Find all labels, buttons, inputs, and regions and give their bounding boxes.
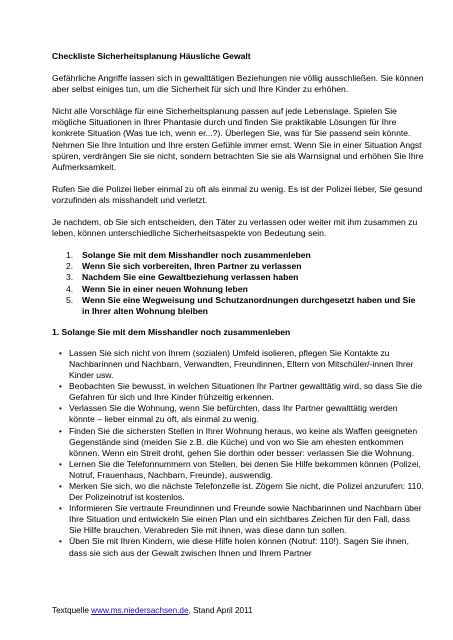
document-body <box>52 51 424 559</box>
footer-suffix: , Stand April 2011 <box>188 606 253 615</box>
numbered-list <box>52 250 424 317</box>
intro-paragraph-1: Gefährliche Angriffe lassen sich in gewalttätigen Beziehungen nie völlig ausschließen. Sie können aber selbst einiges tun, um die Sicherheit für sich und Ihre Kinder zu erhöhen. <box>52 73 424 95</box>
source-link[interactable]: www.ms.niedersachsen.de <box>91 606 189 615</box>
bullet-item: • Üben Sie mit Ihren Kindern, wie diese Hilfe holen können (Notruf: 110!). Sagen Sie ihnen, dass sie sich aus der Gewalt zwischen Ihnen und Ihrem Partner <box>52 536 424 558</box>
section-title: 1. Solange Sie mit dem Misshandler noch zusammenleben <box>52 326 291 337</box>
footer <box>52 606 253 615</box>
bullet-item: • Verlassen Sie die Wohnung, wenn Sie befürchten, dass Ihr Partner gewalttätig werden könnte – lieber einmal zu oft, als einmal zu wenig. <box>52 403 424 425</box>
bullet-item: • Lassen Sie sich nicht von Ihrem (sozialen) Umfeld isolieren, pflegen Sie Kontakte zu Nachbarinnen und Nachbarn, Verwandten, Freundinnen, Eltern von Mitschüler/-innen Ihrer Kinder usw. <box>52 348 424 381</box>
intro-paragraph-4: Je nachdem, ob Sie sich entscheiden, den Täter zu verlassen oder weiter mit ihm zusammen zu leben, können unterschiedliche Sicherheitsaspekte von Bedeutung sein. <box>52 217 418 239</box>
numbered-list-item: 3. Nachdem Sie eine Gewaltbeziehung verlassen haben <box>66 272 299 283</box>
bullet-list <box>52 348 424 559</box>
bullet-item: • Lernen Sie die Telefonnummern von Stellen, bei denen Sie Hilfe bekommen können (Polizei, Notruf, Frauenhaus, Nachbarn, Freunde), auswendig. <box>52 459 424 481</box>
intro-paragraph-3: Rufen Sie die Polizei lieber einmal zu oft als einmal zu wenig. Es ist der Polizei lieber, Sie gesund vorzufinden als misshandelt und verletzt. <box>52 183 423 205</box>
numbered-list-item: 5. Wenn Sie eine Wegweisung und Schutzanordnungen durchgesetzt haben und Sie in Ihrer alten Wohnung bleiben <box>66 294 416 316</box>
bullet-item: • Finden Sie die sichersten Stellen in Ihrer Wohnung heraus, wo keine als Waffen geeigneten Gegenstände sind (meiden Sie z.B. die Küche) und von wo Sie am ehesten entkommen können. Wenn ein Streit droht, gehen Sie dorthin oder besser: verlassen Sie die Wohnung. <box>52 426 424 459</box>
intro-paragraph-2: Nicht alle Vorschläge für eine Sicherheitsplanung passen auf jede Lebenslage. Spielen Sie mögliche Situationen in Ihrer Phantasie durch und finden Sie praktikable Lösungen für Ihre konkrete Situation (Was tue ich, wenn er...?). Überlegen Sie, was für Sie passend sein könnte. Nehmen Sie Ihre Intuition und Ihre ersten Gefühle immer ernst. Wenn Sie in einer Situation Angst spüren, verdrängen Sie sie nicht, sondern betrachten Sie sie als Warnsignal und erhöhen Sie Ihre Aufmerksamkeit. <box>52 106 424 172</box>
bullet-item: • Informieren Sie vertraute Freundinnen und Freunde sowie Nachbarinnen und Nachbarn über Ihre Situation und entwickeln Sie einen Plan und ein sichtbares Zeichen für den Fall, dass Sie Hilfe brauchen. Verabreden Sie mit ihnen, was diese dann tun sollen. <box>52 503 424 536</box>
bullet-item: • Merken Sie sich, wo die nächste Telefonzelle ist. Zögern Sie nicht, die Polizei anzurufen: 110. Der Polizeinotruf ist kostenlos. <box>52 481 424 503</box>
numbered-list-item: 4. Wenn Sie in einer neuen Wohnung leben <box>66 283 248 294</box>
footer-prefix: Textquelle <box>52 606 92 615</box>
numbered-list-item: 1. Solange Sie mit dem Misshandler noch zusammenleben <box>66 250 311 261</box>
document-title: Checkliste Sicherheitsplanung Häusliche Gewalt <box>52 51 251 61</box>
bullet-item: • Beobachten Sie bewusst, in welchen Situationen Ihr Partner gewalttätig wird, so dass Sie die Gefahren für sich und Ihre Kinder frühzeitig erkennen. <box>52 381 424 403</box>
numbered-list-item: 2. Wenn Sie sich vorbereiten, Ihren Partner zu verlassen <box>66 261 302 272</box>
